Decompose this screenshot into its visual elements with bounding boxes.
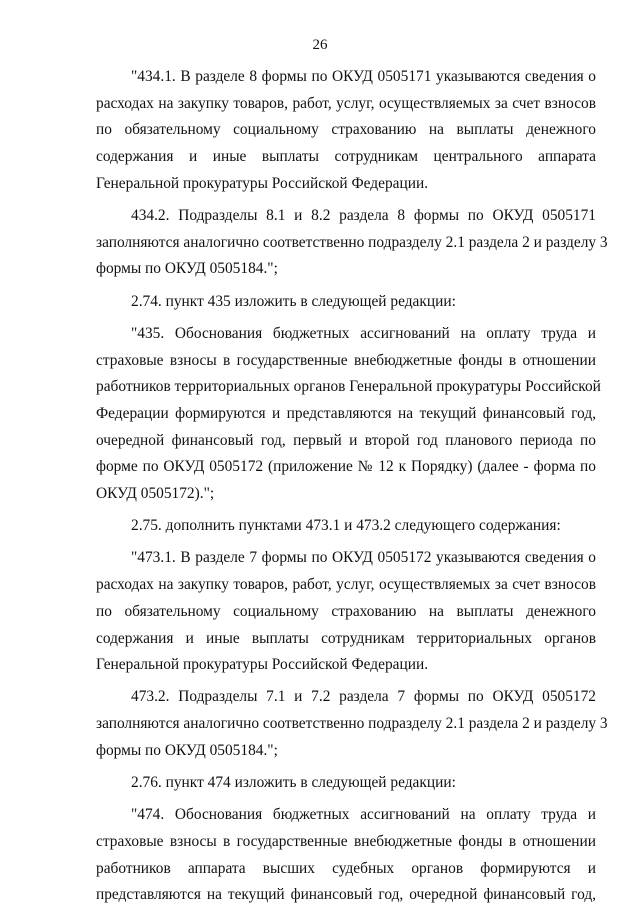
paragraph-line: представляются на текущий финансовый год, очередной финансовый год, <box>96 886 596 904</box>
document-body <box>96 64 608 915</box>
paragraph-line: по обязательному социальному страхованию на выплаты денежного <box>96 121 596 139</box>
paragraph-line: страховые взносы в государственные внебюджетные фонды в отношении <box>96 351 596 369</box>
paragraph <box>96 203 608 283</box>
paragraph-line: 2.75. дополнить пунктами 473.1 и 473.2 следующего содержания: <box>131 517 561 535</box>
paragraph-line: страховые взносы в государственные внебюджетные фонды в отношении <box>96 832 596 850</box>
paragraph-line: работников территориальных органов Генеральной прокуратуры Российской <box>96 378 601 396</box>
paragraph-line: "473.1. В разделе 7 формы по ОКУД 0505172 указываются сведения о <box>131 549 596 567</box>
paragraph <box>96 513 596 540</box>
paragraph <box>96 321 601 508</box>
paragraph-line: 473.2. Подразделы 7.1 и 7.2 раздела 7 формы по ОКУД 0505172 <box>131 688 596 706</box>
paragraph-line: заполняются аналогично соответственно подразделу 2.1 раздела 2 и разделу 3 <box>96 233 608 251</box>
paragraph-line: расходах на закупку товаров, работ, услуг, осуществляемых за счет взносов <box>96 94 596 112</box>
paragraph-line: Федерации формируются и представляются на текущий финансовый год, <box>96 404 596 422</box>
paragraph-line: Генеральной прокуратуры Российской Федерации. <box>96 174 429 192</box>
paragraph-line: "434.1. В разделе 8 формы по ОКУД 0505171 указываются сведения о <box>131 68 596 85</box>
paragraph-line: "474. Обоснования бюджетных ассигнований на оплату труда и <box>131 806 596 824</box>
paragraph <box>96 545 596 679</box>
paragraph-line: 2.74. пункт 435 изложить в следующей редакции: <box>131 292 456 310</box>
paragraph-line: содержания и иные выплаты сотрудникам территориальных органов <box>96 629 596 647</box>
paragraph-line: содержания и иные выплаты сотрудникам центрального аппарата <box>96 148 596 166</box>
paragraph-line: формы по ОКУД 0505184."; <box>96 260 278 278</box>
paragraph-line: "435. Обоснования бюджетных ассигнований на оплату труда и <box>131 324 596 342</box>
paragraph-line: по обязательному социальному страхованию на выплаты денежного <box>96 602 596 620</box>
paragraph-line: работников аппарата высших судебных органов формируются и <box>96 859 596 877</box>
paragraph-line: 434.2. Подразделы 8.1 и 8.2 раздела 8 формы по ОКУД 0505171 <box>131 207 596 225</box>
paragraph <box>96 802 596 909</box>
paragraph-line: 2.76. пункт 474 изложить в следующей редакции: <box>131 774 456 792</box>
paragraph-line: формы по ОКУД 0505184."; <box>96 741 278 759</box>
paragraph <box>96 64 596 198</box>
paragraph-line: расходах на закупку товаров, работ, услуг, осуществляемых за счет взносов <box>96 576 596 594</box>
paragraph-line: ОКУД 0505172)."; <box>96 485 215 503</box>
page-number: 26 <box>312 37 328 53</box>
paragraph-line: заполняются аналогично соответственно подразделу 2.1 раздела 2 и разделу 3 <box>96 715 608 733</box>
paragraph-line: очередной финансовый год, первый и второй год планового периода по <box>96 431 596 449</box>
paragraph-line: форме по ОКУД 0505172 (приложение № 12 к Порядку) (далее - форма по <box>96 458 596 476</box>
paragraph <box>96 289 596 316</box>
paragraph-line: Генеральной прокуратуры Российской Федерации. <box>96 656 429 674</box>
paragraph <box>96 684 608 764</box>
paragraph <box>96 770 596 797</box>
